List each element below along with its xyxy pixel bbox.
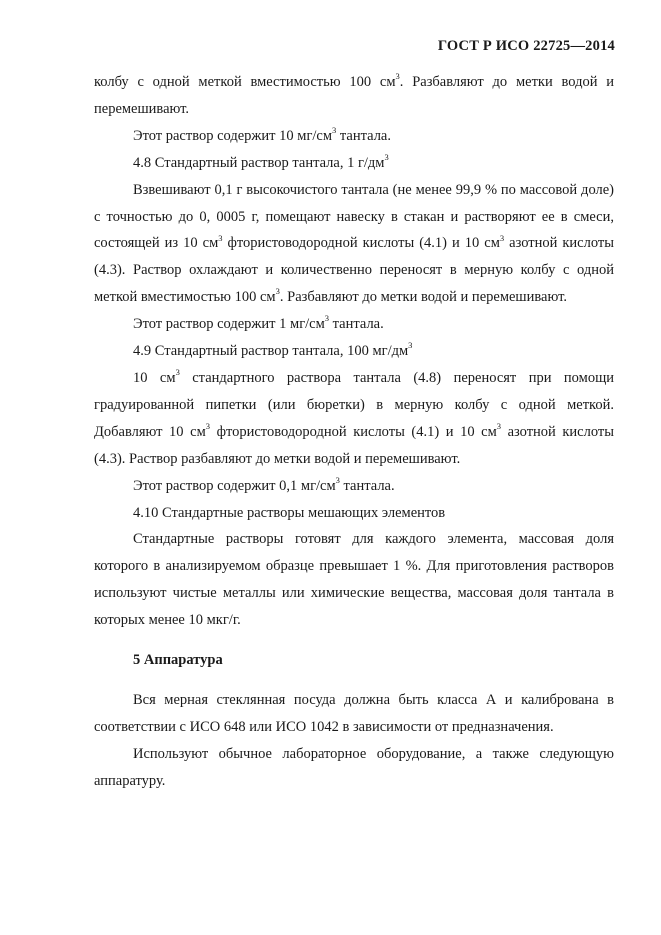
paragraph-result-10mg: Этот раствор содержит 10 $мг/см^3$ тантала. (133, 124, 391, 144)
subsection-4-10-heading: 4.10 Стандартные растворы мешающих элементов (133, 504, 446, 521)
subsection-4-9-heading: 4.9 Стандартный раствор тантала, 100 $мг/дм^3$ (133, 340, 413, 360)
paragraph-continuation: колбу с одной меткой вместимостью 100 $см^3$. Разбавляют до метки водой и перемешивают. (94, 71, 614, 117)
paragraph-4-8-procedure: Взвешивают 0,1 г высокочистого тантала (не менее 99,9 % по массовой доле) с точностью до 0, 0005 г, помещают навеску в стакан и растворяют ее в смеси, состоящей из 10 $см^3$ фтористоводородной кислоты (4.1) и 10 $см^3$ азотной кислоты (4.3). Раствор охлаждают и количественно переносят в мерную колбу с одной меткой вместимостью 100 $см^3$. Разбавляют до метки водой и перемешивают. (94, 181, 614, 306)
paragraph-4-10-body: Стандартные растворы готовят для каждого элемента, массовая доля которого в анализируемом образце превышает 1 %. Для приготовления растворов используют чистые металлы или химические вещества, массовая доля тантала в которых менее 10 мкг/г. (94, 531, 614, 629)
subsection-4-8-heading: 4.8 Стандартный раствор тантала, 1 $г/дм^3$ (133, 151, 389, 171)
section-5-heading: 5 Аппаратура (133, 652, 223, 669)
paragraph-equipment: Используют обычное лабораторное оборудование, а также следующую аппаратуру. (94, 745, 614, 789)
paragraph-result-0-1mg: Этот раствор содержит 0,1 $мг/см^3$ тантала. (133, 474, 395, 494)
document-header: ГОСТ Р ИСО 22725—2014 (437, 38, 615, 54)
paragraph-glassware: Вся мерная стеклянная посуда должна быть класса А и калибрована в соответствии с ИСО 648 или ИСО 1042 в зависимости от предназначения. (94, 691, 614, 735)
page-content (94, 69, 614, 795)
paragraph-4-9-procedure: 10 $см^3$ стандартного раствора тантала (4.8) переносят при помощи градуированной пипетки (или бюретки) в мерную колбу с одной меткой. Добавляют 10 $см^3$ фтористоводородной кислоты (4.1) и 10 $см^3$ азотной кислоты (4.3). Раствор разбавляют до метки водой и перемешивают. (94, 367, 614, 467)
paragraph-result-1mg: Этот раствор содержит 1 $мг/см^3$ тантала. (133, 313, 384, 333)
